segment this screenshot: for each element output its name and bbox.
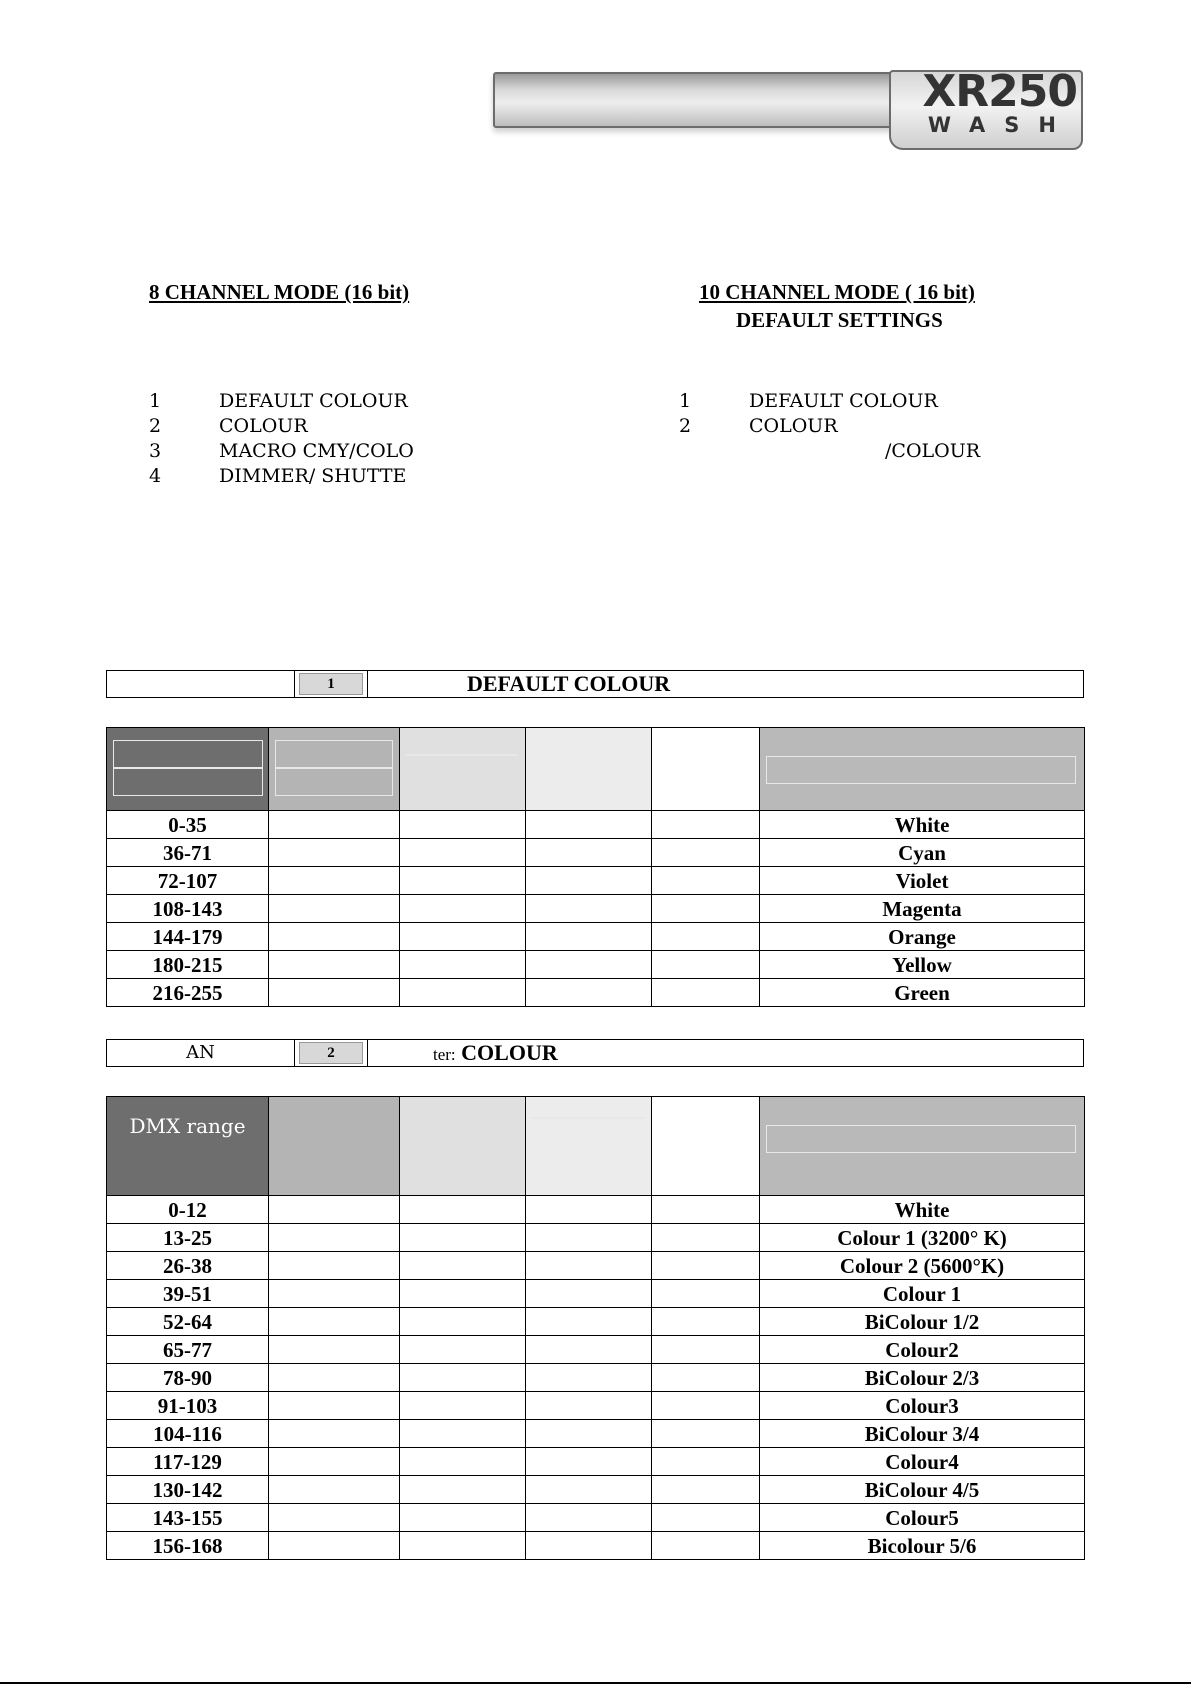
empty-cell: [526, 1280, 652, 1308]
empty-cell: [526, 951, 652, 979]
logo-subtitle-text: WASH: [927, 113, 1075, 137]
description-cell: Green: [760, 979, 1085, 1007]
description-header: [760, 1097, 1085, 1196]
empty-cell: [526, 1224, 652, 1252]
empty-cell: [400, 1364, 526, 1392]
table-row: [107, 895, 1085, 923]
empty-cell: [652, 1504, 760, 1532]
empty-cell: [652, 839, 760, 867]
table-row: [107, 923, 1085, 951]
empty-cell: [526, 867, 652, 895]
empty-cell: [652, 1308, 760, 1336]
empty-cell: [269, 1476, 400, 1504]
dmx-range-cell: 65-77: [107, 1336, 269, 1364]
channel-number-cell: [294, 671, 368, 697]
empty-cell: [400, 867, 526, 895]
dmx-range-cell: 26-38: [107, 1252, 269, 1280]
empty-cell: [652, 895, 760, 923]
empty-cell: [269, 979, 400, 1007]
dmx-range-cell: 130-142: [107, 1476, 269, 1504]
empty-cell: [400, 1336, 526, 1364]
empty-cell: [269, 923, 400, 951]
dmx-range-header: DMX range: [107, 1097, 269, 1196]
description-cell: Colour 1 (3200° K): [760, 1224, 1085, 1252]
empty-cell: [652, 1532, 760, 1560]
header-cell: [652, 728, 760, 811]
list-item: 1 DEFAULT COLOUR: [149, 390, 408, 412]
empty-cell: [652, 1476, 760, 1504]
description-cell: Orange: [760, 923, 1085, 951]
dmx-range-cell: 108-143: [107, 895, 269, 923]
dmx-range-cell: 91-103: [107, 1392, 269, 1420]
table-row: [107, 1532, 1085, 1560]
description-cell: Bicolour 5/6: [760, 1532, 1085, 1560]
empty-cell: [526, 895, 652, 923]
empty-cell: [269, 951, 400, 979]
description-cell: White: [760, 1196, 1085, 1224]
channel-1-header: [106, 670, 1084, 698]
empty-cell: [269, 811, 400, 839]
empty-cell: [400, 1476, 526, 1504]
empty-cell: [652, 923, 760, 951]
table-header-row: [107, 1097, 1085, 1196]
empty-cell: [526, 1448, 652, 1476]
empty-cell: [652, 1252, 760, 1280]
empty-cell: [526, 1504, 652, 1532]
empty-cell: [400, 839, 526, 867]
dmx-range-cell: 143-155: [107, 1504, 269, 1532]
description-cell: Colour3: [760, 1392, 1085, 1420]
empty-cell: [652, 1336, 760, 1364]
empty-cell: [269, 1252, 400, 1280]
empty-cell: [652, 867, 760, 895]
dmx-range-cell: 156-168: [107, 1532, 269, 1560]
empty-cell: [400, 1224, 526, 1252]
table-row: [107, 1448, 1085, 1476]
header-cell: [652, 1097, 760, 1196]
empty-cell: [269, 1504, 400, 1532]
dmx-range-cell: 216-255: [107, 979, 269, 1007]
empty-cell: [652, 979, 760, 1007]
empty-cell: [400, 1532, 526, 1560]
empty-cell: [652, 1420, 760, 1448]
empty-cell: [526, 979, 652, 1007]
empty-cell: [652, 811, 760, 839]
empty-cell: [269, 895, 400, 923]
empty-cell: [400, 811, 526, 839]
empty-cell: [269, 1308, 400, 1336]
brand-logo: [493, 66, 1079, 148]
empty-cell: [400, 1504, 526, 1532]
table-row: [107, 1420, 1085, 1448]
empty-cell: [526, 811, 652, 839]
header-cell: [400, 1097, 526, 1196]
empty-cell: [269, 839, 400, 867]
table-row: [107, 839, 1085, 867]
description-cell: Colour5: [760, 1504, 1085, 1532]
empty-cell: [400, 1448, 526, 1476]
table-row: [107, 1252, 1085, 1280]
empty-cell: [400, 1196, 526, 1224]
right-channel-list: [679, 389, 1099, 464]
table-row: [107, 1504, 1085, 1532]
dmx-range-cell: 0-12: [107, 1196, 269, 1224]
table-row: [107, 951, 1085, 979]
empty-cell: [652, 1392, 760, 1420]
channel-title: ter: COLOUR: [433, 1040, 558, 1065]
empty-cell: [400, 1392, 526, 1420]
header-cell: [269, 728, 400, 811]
empty-cell: [526, 1308, 652, 1336]
channel-number-cell: [294, 1040, 368, 1066]
description-cell: White: [760, 811, 1085, 839]
table-header-row: [107, 728, 1085, 811]
table-row: [107, 1392, 1085, 1420]
description-cell: Violet: [760, 867, 1085, 895]
logo-bar: [493, 72, 917, 128]
empty-cell: [652, 951, 760, 979]
empty-cell: [269, 1196, 400, 1224]
dmx-range-cell: 104-116: [107, 1420, 269, 1448]
channel-prefix: [107, 671, 294, 697]
dmx-range-cell: 144-179: [107, 923, 269, 951]
description-cell: Cyan: [760, 839, 1085, 867]
empty-cell: [269, 1392, 400, 1420]
right-mode-heading: 10 CHANNEL MODE ( 16 bit): [699, 280, 975, 304]
table-row: [107, 811, 1085, 839]
empty-cell: [400, 895, 526, 923]
dmx-range-cell: 78-90: [107, 1364, 269, 1392]
empty-cell: [526, 1196, 652, 1224]
empty-cell: [269, 1364, 400, 1392]
right-mode-subheading: DEFAULT SETTINGS: [736, 308, 943, 332]
table-row: [107, 1224, 1085, 1252]
channel-2-table: [106, 1096, 1085, 1560]
empty-cell: [652, 1448, 760, 1476]
list-item: 2 COLOUR: [679, 415, 838, 437]
empty-cell: [652, 1280, 760, 1308]
empty-cell: [526, 1532, 652, 1560]
empty-cell: [269, 867, 400, 895]
logo-model-text: XR250: [922, 66, 1077, 117]
channel-number: 1: [299, 673, 363, 695]
empty-cell: [526, 1336, 652, 1364]
description-cell: Colour 2 (5600°K): [760, 1252, 1085, 1280]
table-row: [107, 1336, 1085, 1364]
channel-title: DEFAULT COLOUR: [467, 671, 671, 696]
empty-cell: [269, 1336, 400, 1364]
dmx-range-header: [107, 728, 269, 811]
list-item: 4 DIMMER/ SHUTTE: [149, 465, 407, 487]
description-cell: Colour 1: [760, 1280, 1085, 1308]
empty-cell: [526, 1252, 652, 1280]
header-cell: [526, 1097, 652, 1196]
table-row: [107, 867, 1085, 895]
empty-cell: [269, 1532, 400, 1560]
empty-cell: [652, 1224, 760, 1252]
description-cell: Magenta: [760, 895, 1085, 923]
list-item: /COLOUR: [885, 440, 981, 462]
dmx-range-cell: 52-64: [107, 1308, 269, 1336]
description-cell: Colour2: [760, 1336, 1085, 1364]
dmx-range-cell: 0-35: [107, 811, 269, 839]
dmx-range-cell: 117-129: [107, 1448, 269, 1476]
description-header: [760, 728, 1085, 811]
list-item: 1 DEFAULT COLOUR: [679, 390, 938, 412]
channel-prefix: AN: [186, 1042, 215, 1063]
empty-cell: [269, 1420, 400, 1448]
table-row: [107, 979, 1085, 1007]
list-item: 2 COLOUR: [149, 415, 308, 437]
description-cell: BiColour 4/5: [760, 1476, 1085, 1504]
dmx-range-cell: 39-51: [107, 1280, 269, 1308]
empty-cell: [269, 1224, 400, 1252]
empty-cell: [400, 1252, 526, 1280]
left-channel-list: [149, 389, 549, 489]
empty-cell: [526, 923, 652, 951]
channel-1-table: [106, 727, 1085, 1007]
header-cell: [269, 1097, 400, 1196]
empty-cell: [400, 951, 526, 979]
empty-cell: [400, 1420, 526, 1448]
empty-cell: [526, 1392, 652, 1420]
left-mode-heading: 8 CHANNEL MODE (16 bit): [149, 280, 410, 304]
channel-number: 2: [299, 1042, 363, 1064]
empty-cell: [652, 1196, 760, 1224]
empty-cell: [269, 1280, 400, 1308]
dmx-range-cell: 36-71: [107, 839, 269, 867]
description-cell: BiColour 1/2: [760, 1308, 1085, 1336]
empty-cell: [526, 1420, 652, 1448]
channel-2-header: [106, 1039, 1084, 1067]
header-cell: [400, 728, 526, 811]
description-cell: BiColour 2/3: [760, 1364, 1085, 1392]
dmx-range-cell: 13-25: [107, 1224, 269, 1252]
empty-cell: [526, 1476, 652, 1504]
header-cell: [526, 728, 652, 811]
empty-cell: [400, 1280, 526, 1308]
table-row: [107, 1476, 1085, 1504]
empty-cell: [526, 1364, 652, 1392]
description-cell: Yellow: [760, 951, 1085, 979]
description-cell: Colour4: [760, 1448, 1085, 1476]
page-bottom-rule: [0, 1682, 1191, 1684]
empty-cell: [652, 1364, 760, 1392]
empty-cell: [400, 923, 526, 951]
empty-cell: [400, 979, 526, 1007]
dmx-range-cell: 72-107: [107, 867, 269, 895]
dmx-range-cell: 180-215: [107, 951, 269, 979]
table-row: [107, 1308, 1085, 1336]
empty-cell: [269, 1448, 400, 1476]
table-row: [107, 1196, 1085, 1224]
description-cell: BiColour 3/4: [760, 1420, 1085, 1448]
table-row: [107, 1280, 1085, 1308]
table-row: [107, 1364, 1085, 1392]
empty-cell: [400, 1308, 526, 1336]
empty-cell: [526, 839, 652, 867]
list-item: 3 MACRO CMY/COLO: [149, 440, 414, 462]
